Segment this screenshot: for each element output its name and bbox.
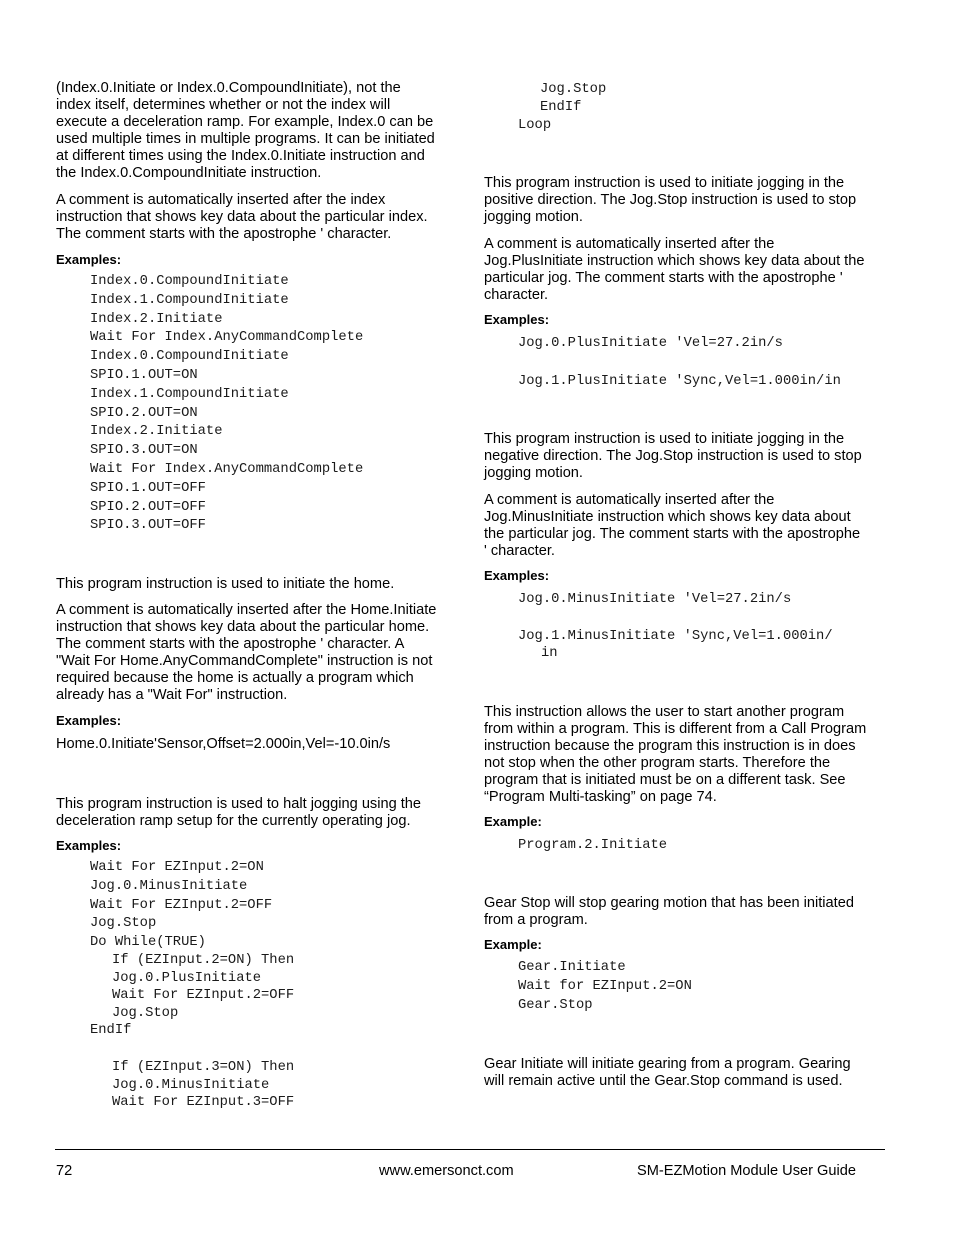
text-line: Wait For Index.AnyCommandComplete (90, 330, 364, 346)
plus-examples-label: Examples: (484, 312, 550, 327)
text-line: index itself, determines whether or not the index will (56, 97, 391, 113)
minus-examples-label: Examples: (484, 568, 550, 583)
footer-rule (55, 1149, 885, 1150)
text-line: the Index.0.CompoundInitiate instruction. (56, 165, 322, 181)
right-continued-code-b: Loop (518, 118, 552, 133)
text-line: The comment starts with the apostrophe ' character. A (56, 636, 405, 652)
right-continued-code-a (540, 81, 606, 116)
text-line: character. (484, 287, 549, 303)
text-line: Index.1.CompoundInitiate (90, 292, 289, 308)
text-line: Jog.0.MinusInitiate (112, 1077, 270, 1093)
text-line: EndIf (540, 99, 582, 115)
text-line: Jog.PlusInitiate instruction which shows key data about the (484, 253, 865, 269)
home-examples-label: Examples: (56, 713, 122, 728)
footer-website: www.emersonct.com (379, 1163, 514, 1179)
program-code: Program.2.Initiate (518, 838, 668, 853)
text-line: Gear.Stop (518, 997, 593, 1013)
minus-comment-paragraph (484, 492, 860, 560)
text-line: deceleration ramp setup for the currently operating jog. (56, 813, 411, 829)
jogstop-code-d (112, 1059, 294, 1112)
jogstop-description (56, 796, 421, 830)
text-line: A comment is automatically inserted after the (484, 236, 775, 252)
program-example-label: Example: (484, 814, 542, 829)
text-line: This program instruction is used to initiate jogging in the (484, 431, 845, 447)
text-line: Index.0.CompoundInitiate (90, 349, 289, 365)
left-intro-paragraph (56, 80, 435, 182)
text-line: Jog.0.MinusInitiate (90, 878, 248, 894)
minus-code-2-wrap: in (541, 646, 558, 661)
home-description: This program instruction is used to initiate the home. (56, 576, 395, 592)
text-line: instruction because the program this instruction is in does (484, 738, 856, 754)
text-line: Index.2.Initiate (90, 424, 223, 440)
text-line: The comment starts with the apostrophe ' character. (56, 226, 392, 242)
text-line: A comment is automatically inserted after the (484, 492, 775, 508)
text-line: SPIO.1.OUT=ON (90, 367, 198, 383)
text-line: jogging motion. (484, 209, 583, 225)
text-line: (Index.0.Initiate or Index.0.CompoundInitiate), not the (56, 80, 401, 96)
plus-description (484, 175, 856, 226)
index-examples-label: Examples: (56, 252, 122, 267)
text-line: from a program. (484, 912, 588, 928)
text-line: This program instruction is used to halt jogging using the (56, 796, 422, 812)
text-line: Wait For EZInput.3=OFF (112, 1095, 295, 1110)
text-line: Gear Stop will stop gearing motion that has been initiated (484, 895, 854, 911)
text-line: Gear Initiate will initiate gearing from a program. Gearing (484, 1056, 851, 1072)
text-line: execute a deceleration ramp. For example, Index.0 can be (56, 114, 434, 130)
text-line: Do While(TRUE) (90, 935, 206, 951)
minus-description (484, 431, 862, 482)
text-line: A comment is automatically inserted after the index (56, 192, 386, 208)
text-line: required because the home is actually a program which (56, 670, 414, 686)
page-number: 72 (56, 1163, 73, 1179)
text-line: from within a program. This is different from a Call Program (484, 721, 867, 737)
jogstop-examples-label: Examples: (56, 838, 122, 853)
text-line: Wait For Index.AnyCommandComplete (90, 461, 364, 477)
text-line: Index.2.Initiate (90, 311, 223, 327)
text-line: the particular jog. The comment starts with the apostrophe (484, 526, 861, 542)
text-line: SPIO.3.OUT=ON (90, 443, 198, 459)
text-line: particular jog. The comment starts with the apostrophe ' (484, 270, 843, 286)
minus-code-1: Jog.0.MinusInitiate 'Vel=27.2in/s (518, 592, 792, 607)
plus-code-1: Jog.0.PlusInitiate 'Vel=27.2in/s (518, 336, 783, 351)
text-line: Jog.Stop (112, 1005, 179, 1021)
text-line: A comment is automatically inserted after the Home.Initiate (56, 602, 437, 618)
text-line: Gear.Initiate (518, 960, 626, 975)
text-line: at different times using the Index.0.Initiate instruction and (56, 148, 425, 164)
text-line: will remain active until the Gear.Stop command is used. (484, 1073, 843, 1089)
text-line: Jog.Stop (540, 82, 607, 97)
text-line: instruction that shows key data about the particular home. (56, 619, 430, 635)
text-line: If (EZInput.3=ON) Then (112, 1060, 295, 1075)
text-line: Wait For EZInput.2=ON (90, 860, 264, 875)
text-line: This program instruction is used to initiate jogging in the (484, 175, 845, 191)
plus-code-2: Jog.1.PlusInitiate 'Sync,Vel=1.000in/in (518, 374, 841, 389)
text-line: program that is initiated must be on a different task. See (484, 772, 846, 788)
home-comment-paragraph (56, 602, 436, 704)
index-code-block (90, 273, 363, 536)
jogstop-code-c: EndIf (90, 1023, 132, 1038)
text-line: SPIO.2.OUT=OFF (90, 499, 206, 515)
text-line: SPIO.2.OUT=ON (90, 405, 198, 421)
text-line: instruction that shows key data about the particular index. (56, 209, 428, 225)
footer-guide-title: SM-EZMotion Module User Guide (637, 1163, 856, 1179)
text-line: jogging motion. (484, 465, 583, 481)
text-line: positive direction. The Jog.Stop instruction is used to stop (484, 192, 857, 208)
text-line: already has a "Wait For" instruction. (56, 687, 288, 703)
minus-code-2: Jog.1.MinusInitiate 'Sync,Vel=1.000in/ (518, 629, 833, 644)
text-line: negative direction. The Jog.Stop instruction is used to stop (484, 448, 862, 464)
plus-comment-paragraph (484, 236, 864, 304)
program-initiate-description (484, 704, 866, 806)
text-line: SPIO.1.OUT=OFF (90, 480, 206, 496)
text-line: "Wait For Home.AnyCommandComplete" instruction is not (56, 653, 433, 669)
gearstop-code-block (518, 959, 692, 1015)
text-line: Wait For EZInput.2=OFF (112, 988, 295, 1003)
text-line: Index.0.CompoundInitiate (90, 274, 289, 289)
text-line: Wait for EZInput.2=ON (518, 978, 692, 994)
text-line: This instruction allows the user to start another program (484, 704, 845, 720)
left-comment-paragraph (56, 192, 428, 243)
gearinitiate-description (484, 1056, 851, 1090)
text-line: Jog.MinusInitiate instruction which shows key data about (484, 509, 851, 525)
text-line: Jog.Stop (90, 916, 157, 932)
text-line: Wait For EZInput.2=OFF (90, 897, 273, 913)
text-line: ' character. (484, 543, 555, 559)
text-line: Index.1.CompoundInitiate (90, 386, 289, 402)
text-line: “Program Multi-tasking” on page 74. (484, 789, 717, 805)
text-line: used multiple times in multiple programs. It can be initiated (56, 131, 435, 147)
gearstop-example-label: Example: (484, 937, 542, 952)
text-line: not stop when the other program starts. Therefore the (484, 755, 831, 771)
jogstop-code-b (112, 952, 294, 1022)
text-line: If (EZInput.2=ON) Then (112, 953, 295, 968)
text-line: SPIO.3.OUT=OFF (90, 518, 206, 534)
gearstop-description (484, 895, 854, 929)
text-line: Jog.0.PlusInitiate (112, 970, 262, 986)
home-example-line: Home.0.Initiate'Sensor,Offset=2.000in,Vel=-10.0in/s (56, 736, 391, 752)
jogstop-code-a (90, 859, 272, 953)
